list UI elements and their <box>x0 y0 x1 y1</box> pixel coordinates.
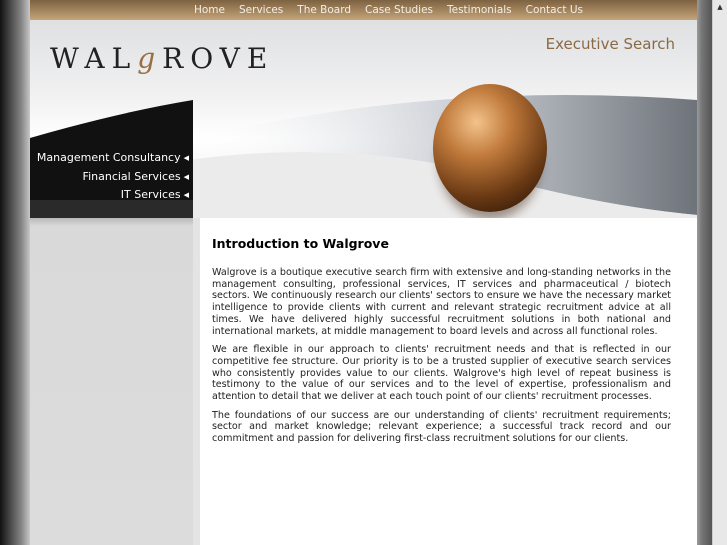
side-item-label: Management Consultancy <box>36 151 181 164</box>
tagline: Executive Search <box>545 35 675 53</box>
left-column <box>30 218 193 545</box>
paragraph: Walgrove is a boutique executive search firm with extensive and long-standing networks in the management consulting, professional services, IT services and pharmaceutical / biotech sectors. We continuously research our clients' sectors to ensure we have the necessary market intelligence to provide clients with current and relevant strategic recruitment advice at all times. We have delivered highly successful recruitment solutions in both national and international markets, at middle management to board levels and across all functional roles. <box>212 267 671 337</box>
arrow-left-icon: ◀ <box>183 191 189 199</box>
nav-testimonials[interactable]: Testimonials <box>447 4 512 16</box>
walgrove-logo[interactable]: WALgROVE <box>50 42 275 75</box>
arrow-left-icon: ◀ <box>183 154 189 162</box>
side-menu <box>30 120 193 218</box>
main-content <box>212 236 671 452</box>
column-divider <box>193 218 200 545</box>
vertical-scrollbar[interactable] <box>712 0 727 545</box>
nav-home[interactable]: Home <box>193 4 225 16</box>
scroll-up-icon[interactable]: ▲ <box>717 3 723 11</box>
globe-image <box>433 84 547 212</box>
arrow-left-icon: ◀ <box>183 172 189 181</box>
nav-contact-us[interactable]: Contact Us <box>525 4 583 16</box>
nav-case-studies[interactable]: Case Studies <box>365 4 433 16</box>
side-item-it-services[interactable] <box>30 186 193 205</box>
side-item-management-consultancy[interactable] <box>30 149 193 168</box>
nav-the-board[interactable]: The Board <box>297 4 352 16</box>
side-item-financial-services[interactable] <box>30 168 193 187</box>
page-title: Introduction to Walgrove <box>212 236 389 251</box>
top-nav <box>30 0 697 20</box>
side-item-label: IT Services <box>120 188 181 201</box>
nav-services[interactable]: Services <box>239 4 284 16</box>
header-banner <box>30 20 697 218</box>
page <box>30 0 697 545</box>
side-item-label: Financial Services <box>82 169 181 183</box>
paragraph: We are flexible in our approach to clients' recruitment needs and that is reflected in our competitive fee structure. Our priority is to be a trusted supplier of executive search services who consistently provides value to our clients. Walgrove's high level of repeat business is testimony to the value of our services and to the level of expertise, professionalism and attention to detail that we deliver at each touch point of our clients' recruitment processes. <box>212 344 671 403</box>
paragraph: The foundations of our success are our understanding of clients' recruitment requirements; sector and market knowledge; relevant experience; a successful track record and our commitment and passion for delivering first-class recruitment solutions for our clients. <box>212 409 671 445</box>
